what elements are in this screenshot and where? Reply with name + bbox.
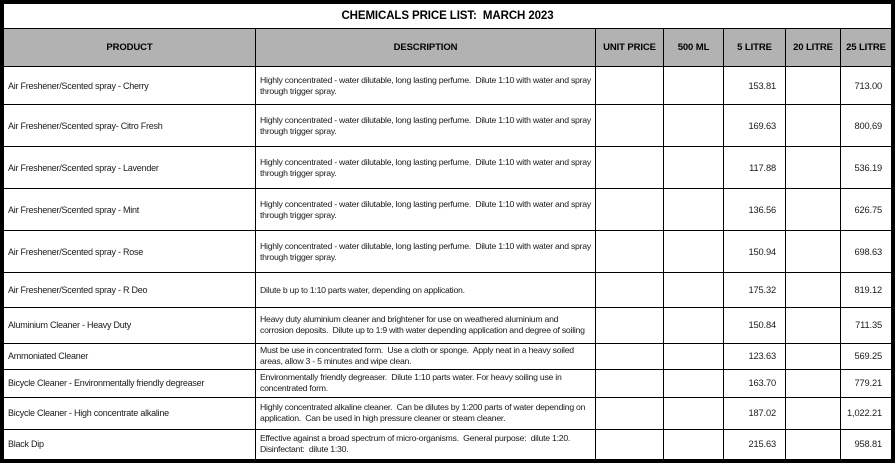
price-25litre-cell: 713.00: [841, 67, 892, 105]
unit-price-cell: [596, 231, 664, 273]
price-5litre-cell: 163.70: [724, 369, 786, 397]
unit-price-cell: [596, 343, 664, 369]
column-header-product: PRODUCT: [4, 29, 256, 67]
price-5litre-cell: 187.02: [724, 397, 786, 429]
product-cell: Air Freshener/Scented spray - Rose: [4, 231, 256, 273]
unit-price-cell: [596, 369, 664, 397]
price-5litre-cell: 117.88: [724, 147, 786, 189]
description-cell: Dilute b up to 1:10 parts water, depending on application.: [256, 273, 596, 307]
product-cell: Aluminium Cleaner - Heavy Duty: [4, 307, 256, 343]
price-500ml-cell: [664, 369, 724, 397]
description-cell: Highly concentrated - water dilutable, long lasting perfume. Dilute 1:10 with water and spray through trigger spray.: [256, 231, 596, 273]
price-5litre-cell: 123.63: [724, 343, 786, 369]
table-row: [4, 307, 892, 343]
price-25litre-cell: 711.35: [841, 307, 892, 343]
table-body: [4, 67, 892, 460]
price-500ml-cell: [664, 147, 724, 189]
unit-price-cell: [596, 307, 664, 343]
price-500ml-cell: [664, 105, 724, 147]
unit-price-cell: [596, 189, 664, 231]
product-cell: Bicycle Cleaner - High concentrate alkaline: [4, 397, 256, 429]
price-20litre-cell: [786, 307, 841, 343]
column-header-unit-price: UNIT PRICE: [596, 29, 664, 67]
document-title: CHEMICALS PRICE LIST: MARCH 2023: [4, 4, 892, 29]
price-5litre-cell: 136.56: [724, 189, 786, 231]
product-cell: Air Freshener/Scented spray - Lavender: [4, 147, 256, 189]
table-row: [4, 273, 892, 307]
price-25litre-cell: 800.69: [841, 105, 892, 147]
description-cell: Highly concentrated - water dilutable, long lasting perfume. Dilute 1:10 with water and spray through trigger spray.: [256, 105, 596, 147]
price-5litre-cell: 175.32: [724, 273, 786, 307]
table-row: [4, 147, 892, 189]
table-row: [4, 369, 892, 397]
price-25litre-cell: 626.75: [841, 189, 892, 231]
description-cell: Heavy duty aluminium cleaner and brightener for use on weathered aluminium and corrosion deposits. Dilute up to 1:9 with water depending application and degree of soiling: [256, 307, 596, 343]
price-20litre-cell: [786, 147, 841, 189]
price-20litre-cell: [786, 429, 841, 459]
table-row: [4, 189, 892, 231]
price-20litre-cell: [786, 273, 841, 307]
price-25litre-cell: 536.19: [841, 147, 892, 189]
table-row: [4, 397, 892, 429]
column-header-20litre: 20 LITRE: [786, 29, 841, 67]
price-500ml-cell: [664, 397, 724, 429]
price-5litre-cell: 150.84: [724, 307, 786, 343]
product-cell: Ammoniated Cleaner: [4, 343, 256, 369]
column-header-5litre: 5 LITRE: [724, 29, 786, 67]
table-row: [4, 105, 892, 147]
product-cell: Black Dip: [4, 429, 256, 459]
table-row: [4, 429, 892, 459]
price-25litre-cell: 1,022.21: [841, 397, 892, 429]
price-5litre-cell: 169.63: [724, 105, 786, 147]
price-500ml-cell: [664, 307, 724, 343]
price-20litre-cell: [786, 397, 841, 429]
price-5litre-cell: 150.94: [724, 231, 786, 273]
description-cell: Highly concentrated - water dilutable, long lasting perfume. Dilute 1:10 with water and spray through trigger spray.: [256, 189, 596, 231]
price-20litre-cell: [786, 189, 841, 231]
price-500ml-cell: [664, 231, 724, 273]
price-500ml-cell: [664, 343, 724, 369]
price-20litre-cell: [786, 231, 841, 273]
description-cell: Environmentally friendly degreaser. Dilute 1:10 parts water. For heavy soiling use in concentrated form.: [256, 369, 596, 397]
column-header-description: DESCRIPTION: [256, 29, 596, 67]
price-5litre-cell: 153.81: [724, 67, 786, 105]
price-5litre-cell: 215.63: [724, 429, 786, 459]
description-cell: Highly concentrated alkaline cleaner. Can be dilutes by 1:200 parts of water depending on application. Can be used in high pressure cleaner or steam cleaner.: [256, 397, 596, 429]
price-25litre-cell: 569.25: [841, 343, 892, 369]
table-row: [4, 343, 892, 369]
description-cell: Highly concentrated - water dilutable, long lasting perfume. Dilute 1:10 with water and spray through trigger spray.: [256, 67, 596, 105]
price-25litre-cell: 958.81: [841, 429, 892, 459]
product-cell: Air Freshener/Scented spray - Mint: [4, 189, 256, 231]
price-20litre-cell: [786, 369, 841, 397]
column-header-500ml: 500 ML: [664, 29, 724, 67]
product-cell: Air Freshener/Scented spray- Citro Fresh: [4, 105, 256, 147]
price-25litre-cell: 819.12: [841, 273, 892, 307]
description-cell: Effective against a broad spectrum of micro-organisms. General purpose: dilute 1:20. Disinfectant: dilute 1:30.: [256, 429, 596, 459]
price-20litre-cell: [786, 105, 841, 147]
price-20litre-cell: [786, 343, 841, 369]
column-header-25litre: 25 LITRE: [841, 29, 892, 67]
description-cell: Highly concentrated - water dilutable, long lasting perfume. Dilute 1:10 with water and spray through trigger spray.: [256, 147, 596, 189]
table-row: [4, 67, 892, 105]
unit-price-cell: [596, 273, 664, 307]
unit-price-cell: [596, 67, 664, 105]
price-500ml-cell: [664, 189, 724, 231]
price-500ml-cell: [664, 67, 724, 105]
price-500ml-cell: [664, 429, 724, 459]
price-500ml-cell: [664, 273, 724, 307]
unit-price-cell: [596, 429, 664, 459]
unit-price-cell: [596, 147, 664, 189]
price-25litre-cell: 779.21: [841, 369, 892, 397]
price-table: [3, 3, 892, 460]
product-cell: Bicycle Cleaner - Environmentally friendly degreaser: [4, 369, 256, 397]
unit-price-cell: [596, 397, 664, 429]
table-header-row: [4, 29, 892, 67]
product-cell: Air Freshener/Scented spray - Cherry: [4, 67, 256, 105]
price-25litre-cell: 698.63: [841, 231, 892, 273]
unit-price-cell: [596, 105, 664, 147]
title-row: [4, 4, 892, 29]
description-cell: Must be use in concentrated form. Use a cloth or sponge. Apply neat in a heavy soiled areas, allow 3 - 5 minutes and wipe clean.: [256, 343, 596, 369]
product-cell: Air Freshener/Scented spray - R Deo: [4, 273, 256, 307]
table-row: [4, 231, 892, 273]
price-20litre-cell: [786, 67, 841, 105]
